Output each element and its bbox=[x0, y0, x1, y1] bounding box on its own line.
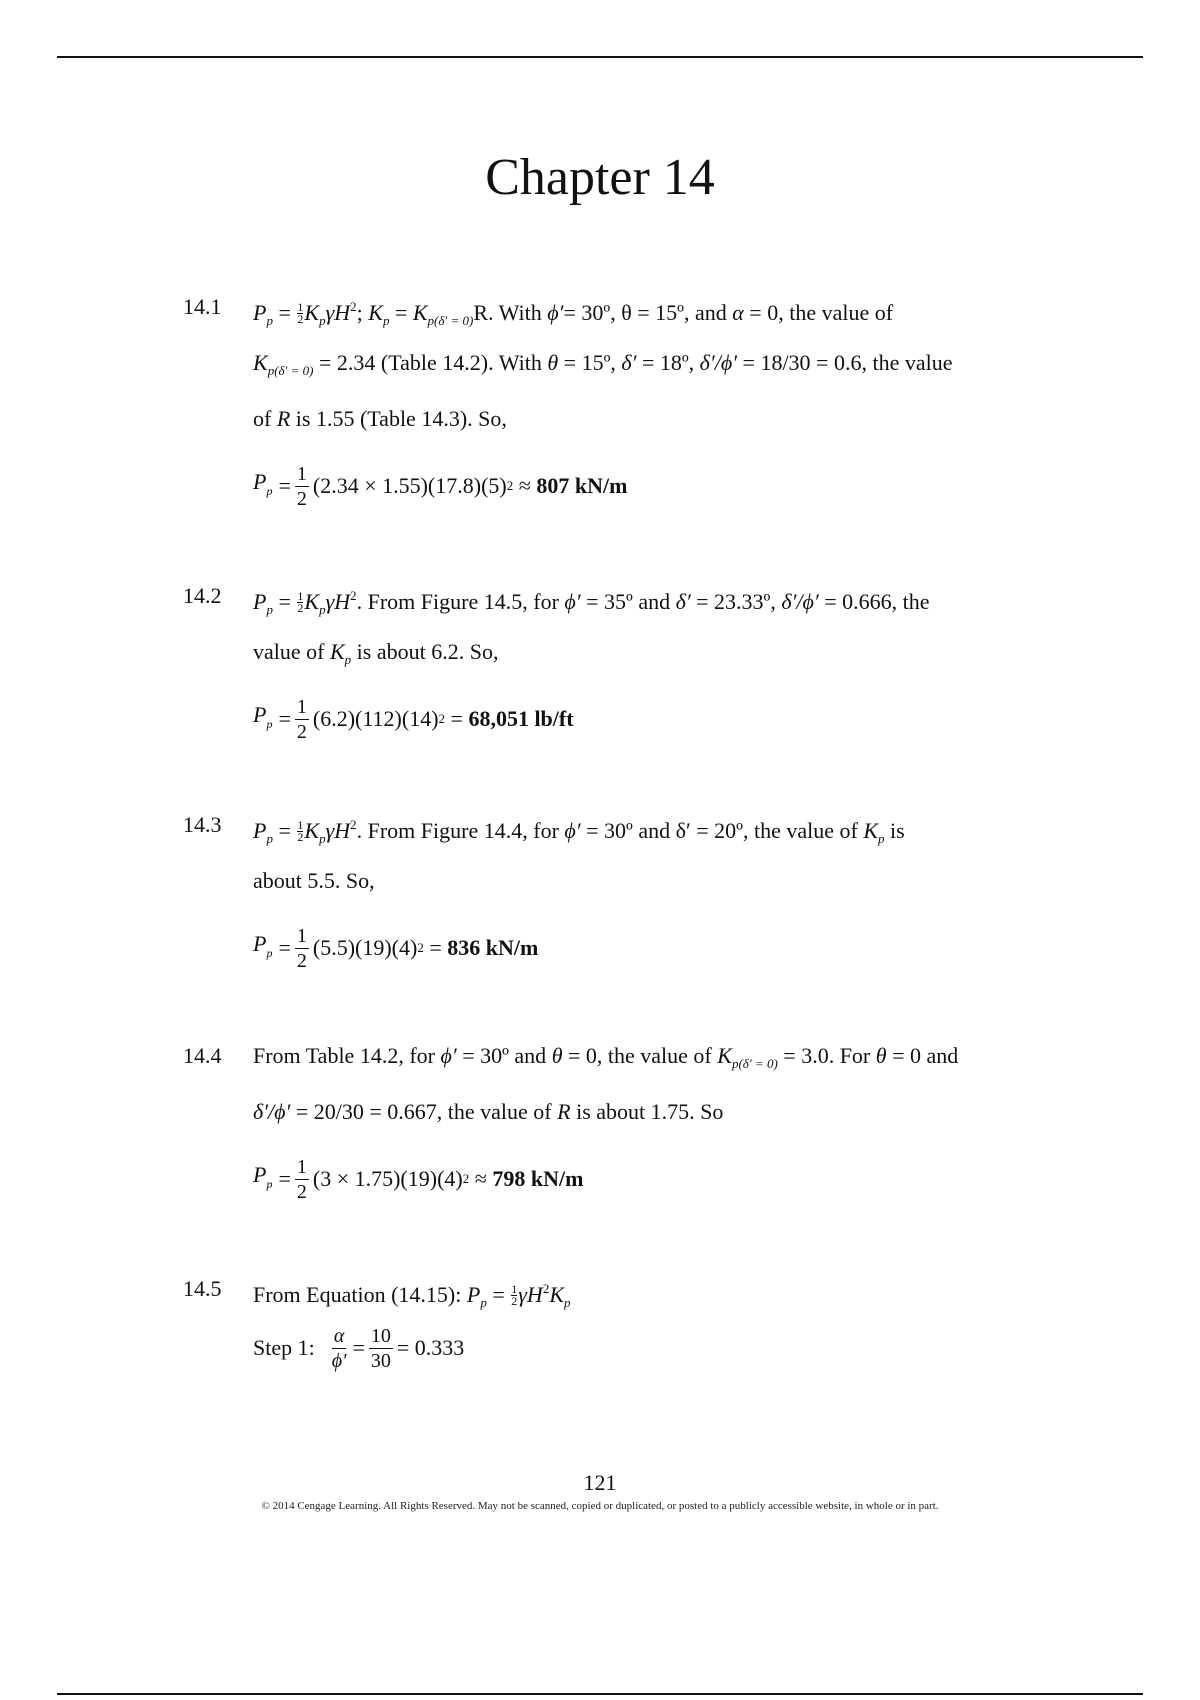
top-rule bbox=[57, 56, 1143, 58]
problem-number: 14.5 bbox=[183, 1276, 222, 1301]
problem-number: 14.4 bbox=[183, 1043, 222, 1068]
result-value: 807 kN/m bbox=[536, 473, 628, 498]
step-equation: Step 1: $\frac{\alpha}{\phi'}$ = $\frac{10}{30}$ = 0.333 bbox=[253, 1324, 465, 1372]
text-line: $P_p$ = $\frac{1}{2}$ $K_p\gamma H^2$. From Figure 14.4, for ϕ′ = 30º and δ′ = 20º, the value of $K_p$ is bbox=[253, 817, 905, 846]
text-line: $K_{p(\delta' = 0)} = 2.34$ (Table 14.2). With θ = 15º, δ′ = 18º, δ′/ϕ′ = 18/30 = 0.6, the value bbox=[253, 350, 953, 378]
equation: $P_p$ = $\frac{1}{2}$ (5.5)(19)(4) 2 = 836 kN/m bbox=[253, 924, 539, 972]
result-value: 68,051 lb/ft bbox=[468, 706, 574, 731]
problem-text bbox=[253, 579, 1073, 747]
text-line: $P_p$ = $\frac{1}{2}$ $K_p\gamma H^2$. From Figure 14.5, for ϕ′ = 35º and δ′ = 23.33º, δ′/ϕ′ = 0.666, the bbox=[253, 588, 930, 617]
text-line: δ′/ϕ′ = 20/30 = 0.667, the value of R is about 1.75. So bbox=[253, 1099, 724, 1124]
problem-text bbox=[253, 808, 1073, 976]
chapter-title: Chapter 14 bbox=[485, 149, 715, 206]
text-line: of R is 1.55 (Table 14.3). So, bbox=[253, 406, 507, 431]
result-value: 798 kN/m bbox=[492, 1166, 584, 1191]
problem-text bbox=[253, 1039, 1073, 1207]
text-line: From Equation (14.15): $P_p$ = $\frac{1}{2}$ $\gamma H^2K_p$ bbox=[253, 1281, 571, 1310]
problem-number: 14.3 bbox=[183, 812, 222, 837]
result-value: 836 kN/m bbox=[447, 935, 539, 960]
bottom-rule bbox=[57, 1693, 1143, 1695]
text-line: about 5.5. So, bbox=[253, 868, 375, 893]
text-line: value of $K_p$ is about 6.2. So, bbox=[253, 639, 499, 667]
equation: $P_p$ = $\frac{1}{2}$ (6.2)(112)(14) 2 = 68,051 lb/ft bbox=[253, 695, 574, 743]
page-number: 121 bbox=[583, 1470, 617, 1495]
problem-text bbox=[253, 1272, 1073, 1376]
problem-number: 14.2 bbox=[183, 583, 222, 608]
problem-text bbox=[253, 290, 1073, 514]
copyright-notice: © 2014 Cengage Learning. All Rights Reserved. May not be scanned, copied or duplicated, or posted to a publicly accessible website, in whole or in part. bbox=[261, 1500, 939, 1512]
equation: $P_p$ = $\frac{1}{2}$ (2.34 × 1.55)(17.8)(5) 2 ≈ 807 kN/m bbox=[253, 462, 628, 510]
text-line: $P_p$ = $\frac{1}{2}$ $K_p\gamma H^2$; $K_p = K_{p(\delta' = 0)}R$. With ϕ′= 30º, θ = 15º, and α = 0, the value of bbox=[253, 299, 894, 328]
text-line: From Table 14.2, for ϕ′ = 30º and θ = 0, the value of $K_{p(\delta' = 0)} = 3.0$. For θ = 0 and bbox=[253, 1043, 959, 1071]
equation: $P_p$ = $\frac{1}{2}$ (3 × 1.75)(19)(4) 2 ≈ 798 kN/m bbox=[253, 1155, 584, 1203]
problem-number: 14.1 bbox=[183, 294, 222, 319]
